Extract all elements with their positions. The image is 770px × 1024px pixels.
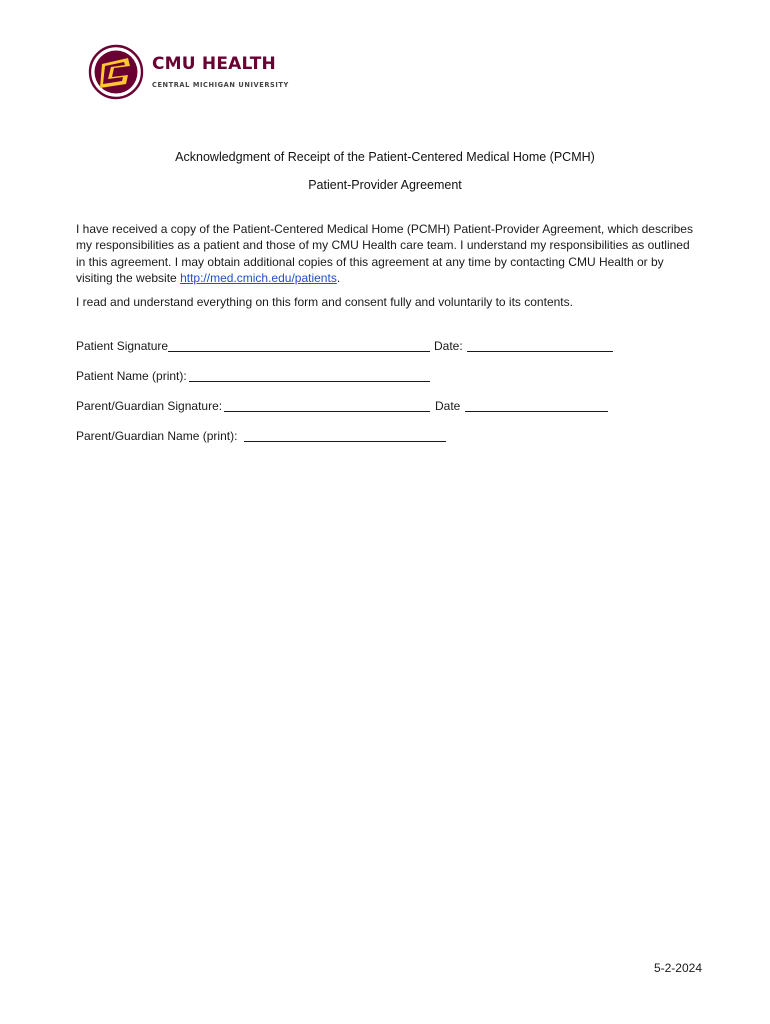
guardian-signature-label: Parent/Guardian Signature: — [76, 399, 223, 413]
acknowledgment-paragraph — [76, 221, 696, 286]
consent-paragraph: I read and understand everything on this form and consent fully and voluntarily to its contents. — [76, 295, 573, 309]
date-label: Date: — [434, 339, 463, 353]
cmu-health-logo — [88, 44, 308, 104]
guardian-signature-line[interactable] — [224, 411, 430, 412]
guardian-date-label: Date — [435, 399, 461, 413]
patient-name-line[interactable] — [189, 381, 430, 382]
patient-name-label: Patient Name (print): — [76, 369, 187, 383]
acknowledgment-text: I have received a copy of the Patient-Centered Medical Home (PCMH) Patient-Provider Agreement, which describes my responsibilities as a patient and those of my CMU Health care team. I understand my responsibilities as outlined in this agreement. I may obtain additional copies of this agreement at any time by contacting CMU Health or by visiting the website — [76, 222, 693, 285]
logo-subtitle: CENTRAL MICHIGAN UNIVERSITY — [152, 81, 289, 89]
patient-signature-line[interactable] — [168, 351, 430, 352]
document-title: Acknowledgment of Receipt of the Patient-Centered Medical Home (PCMH) — [175, 150, 595, 164]
guardian-date-line[interactable] — [465, 411, 608, 412]
guardian-name-line[interactable] — [244, 441, 446, 442]
acknowledgment-period: . — [336, 270, 341, 285]
date-line[interactable] — [467, 351, 613, 352]
cmu-c-logo-icon — [88, 44, 144, 100]
patient-signature-label: Patient Signature — [76, 339, 169, 353]
logo-title: CMU HEALTH — [152, 54, 276, 74]
revision-date: 5-2-2024 — [653, 961, 702, 975]
guardian-name-label: Parent/Guardian Name (print): — [76, 429, 238, 443]
document-subtitle: Patient-Provider Agreement — [308, 178, 462, 192]
patients-website-link[interactable]: http://med.cmich.edu/patients — [180, 270, 337, 285]
